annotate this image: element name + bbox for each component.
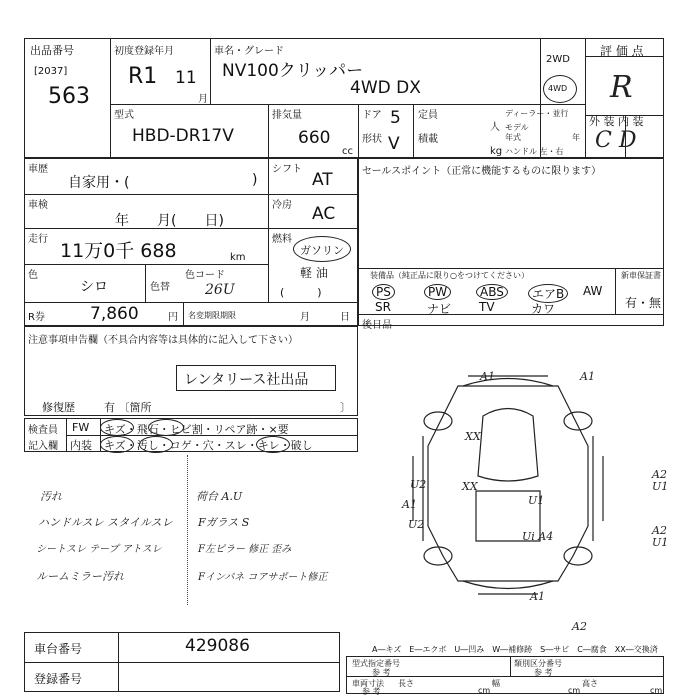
fuel-paren: ( ) <box>280 286 322 299</box>
mark-a1-top-right: A1 <box>580 370 595 383</box>
color-value: シロ <box>80 279 108 295</box>
footer-ref-1: 参 考 <box>372 668 391 677</box>
mark-u1-right-top: U1 <box>652 480 669 493</box>
mark-a1-bottom: A1 <box>530 590 545 603</box>
color-code: 26U <box>205 282 235 298</box>
drive-4wd: 4WD <box>548 84 568 93</box>
mark-u1-right-bottom: U1 <box>652 536 669 549</box>
color-change-label: 色替 <box>150 282 170 293</box>
dealer-line4: ハンドル 左・右 <box>505 147 564 156</box>
aircon-label: 冷房 <box>272 200 292 211</box>
shape-label: 形状 <box>362 134 382 145</box>
footer-ref-2: 参 考 <box>534 668 553 677</box>
mark-a1-top-left: A1 <box>480 370 495 383</box>
ext-int-label: 外 装 内 装 <box>589 115 644 128</box>
footer-length: 長さ <box>398 679 414 688</box>
repair-close: 〕 <box>340 401 351 414</box>
warranty-label: 名変期限期限 <box>188 311 236 320</box>
hw-left-1: 汚れ <box>40 490 62 503</box>
vehicle-grade: 4WD DX <box>350 78 421 98</box>
aircon-value: AC <box>312 204 336 224</box>
equipment-item-sr: SR <box>375 300 391 314</box>
fuel-label: 燃料 <box>272 234 292 245</box>
footer-cm-1: cm <box>478 686 491 695</box>
doors-label: ドア <box>362 110 382 121</box>
vehicle-name: NV100クリッパー <box>222 61 364 81</box>
inspection-label: 車検 <box>28 200 48 211</box>
legend: A―キズ E―エクボ U―凹み W―補修跡 S―サビ C―腐食 XX―交換済 <box>372 645 658 654</box>
recycle-label: R券 <box>28 312 45 323</box>
hw-right-2: Fガラス S <box>198 516 250 529</box>
footer-cm-2: cm <box>568 686 581 695</box>
ext-int-score: C D <box>595 128 637 153</box>
history-value: 自家用・( <box>68 175 130 191</box>
equipment-label: 装備品（純正品に限り○をつけてください） <box>370 271 529 280</box>
notes-label: 注意事項申告欄（不具合内容等は具体的に記入して下さい） <box>28 335 298 346</box>
circle-tobiishi <box>148 419 184 436</box>
mark-u2-left-1: U2 <box>410 478 427 491</box>
color-label: 色 <box>28 270 38 281</box>
history-close: ) <box>252 172 258 188</box>
shift-label: シフト <box>272 164 302 175</box>
equipment-row-1 <box>372 284 612 300</box>
displacement-unit: cc <box>342 146 353 157</box>
chassis-label: 車台番号 <box>34 642 83 656</box>
hw-right-4: Fインパネ コアサポート修正 <box>198 572 328 583</box>
footer-size-label: 車両寸法 <box>352 679 384 688</box>
dealer-line3: 年式 <box>505 133 521 142</box>
circle-yogore <box>139 436 173 453</box>
equipment-item-pw: PW <box>424 284 451 300</box>
fuel-diesel: 軽 油 <box>300 266 328 280</box>
checkbox-label-2: 記入欄 <box>28 441 58 452</box>
warranty-month: 月 <box>300 312 310 323</box>
diagram-cabin <box>478 409 538 482</box>
footer-width: 幅 <box>492 679 500 688</box>
mark-xx-lower: XX <box>462 480 478 493</box>
hw-left-4: ルームミラー汚れ <box>36 570 124 583</box>
footer-model-cert: 型式指定番号 <box>352 659 400 668</box>
circle-sure <box>256 436 290 453</box>
lot-bracket: [2037] <box>34 66 68 77</box>
model-value: HBD-DR17V <box>132 126 234 146</box>
registration-era: R1 <box>128 64 158 89</box>
registration-month: 11 <box>175 68 197 88</box>
equipment-item-ps: PS <box>372 284 395 300</box>
registration-unit: 月 <box>198 94 208 105</box>
equipment-item-abs: ABS <box>476 284 508 300</box>
repair-value: 有 〔箇所 <box>104 401 152 414</box>
load-unit: kg <box>490 146 503 157</box>
check-fw: FW <box>72 421 90 434</box>
circle-kizu-1 <box>100 419 134 436</box>
displacement-label: 排気量 <box>272 110 302 121</box>
footer-cm-3: cm <box>650 686 663 695</box>
plate-label: 登録番号 <box>34 672 83 686</box>
lot-label: 出品番号 <box>30 44 74 57</box>
recycle-unit: 円 <box>168 312 178 323</box>
model-label: 型式 <box>114 110 134 121</box>
sales-point-label: セールスポイント（正常に機能するものに限ります） <box>362 166 602 177</box>
diagram-right-side <box>593 436 603 541</box>
footer-height: 高さ <box>582 679 598 688</box>
history-label: 車歴 <box>28 164 48 175</box>
hw-right-1: 荷台 A.U <box>196 490 243 503</box>
mileage-label: 走行 <box>28 234 48 245</box>
mileage-unit: km <box>230 252 246 263</box>
equipment-item-カワ: カワ <box>531 302 556 316</box>
mark-a2-right-bottom: A2 <box>652 524 667 537</box>
diagram-wheel-rl <box>424 547 452 565</box>
mark-u1-center: U1 <box>528 494 545 507</box>
dealer-line1: ディーラー・並行 <box>505 109 569 118</box>
diagram-roof <box>428 386 588 581</box>
shift-value: AT <box>312 170 333 190</box>
warranty-day: 日 <box>340 312 350 323</box>
circle-kizu-2 <box>100 436 134 453</box>
equipment-item-エアb: エアB <box>528 284 568 303</box>
mark-a2-right-top: A2 <box>652 468 667 481</box>
footer-ref-3: 参 考 <box>362 687 381 696</box>
load-label: 積載 <box>418 134 438 145</box>
new-warranty-label: 新車保証書 <box>621 271 661 280</box>
check-interior: 内装 <box>70 439 92 452</box>
hw-left-2: ハンドルスレ スタイルスレ <box>38 516 173 529</box>
dealer-line3-unit: 年 <box>572 133 580 142</box>
seat-label: 後日品 <box>362 320 392 331</box>
recycle-value: 7,860 <box>90 304 139 324</box>
capacity-label: 定員 <box>418 110 438 121</box>
hw-right-3: F左ピラー 修正 歪み <box>198 544 292 555</box>
new-warranty-value: 有・無 <box>625 296 662 310</box>
hw-left-3: シートスレ テープ アトスレ <box>36 544 162 555</box>
mark-u2-left-2: U2 <box>408 518 425 531</box>
capacity-unit: 人 <box>490 122 500 133</box>
dealer-line2: モデル <box>505 123 529 132</box>
shape-value: V <box>388 134 400 154</box>
check-row1: キズ・飛石・ヒビ割・リペア跡・×要 <box>104 423 289 436</box>
repair-label: 修復歴 <box>42 401 75 414</box>
mark-a1-left: A1 <box>402 498 417 511</box>
mark-xx-upper: XX <box>465 430 481 443</box>
checkbox-label-1: 検査員 <box>28 425 58 436</box>
equipment-item-tv: TV <box>479 300 495 314</box>
displacement-value: 660 <box>298 128 331 148</box>
diagram-wheel-rr <box>564 547 592 565</box>
rental-stamp-text: レンタリース社出品 <box>184 372 309 388</box>
rating-score: R <box>610 70 633 105</box>
equipment-item-aw: AW <box>583 284 603 298</box>
diagram-rear <box>463 581 553 589</box>
vehicle-label: 車名・グレード <box>214 46 284 57</box>
mark-a2-bottom: A2 <box>572 620 587 633</box>
drive-2wd: 2WD <box>546 54 570 65</box>
mark-ui-a4: Ui A4 <box>522 530 554 543</box>
rating-label: 評 価 点 <box>600 44 644 58</box>
color-code-label: 色コード <box>185 270 225 281</box>
check-row2: キズ・汚し・コゲ・穴・スレ・キレ・破し <box>104 439 313 452</box>
fuel-gasoline: ガソリン <box>300 244 344 257</box>
equipment-row-2 <box>372 300 612 316</box>
chassis-value: 429086 <box>185 636 250 656</box>
registration-label: 初度登録年月 <box>114 46 174 57</box>
diagram-hood-front <box>463 379 553 387</box>
footer-category: 類別区分番号 <box>514 659 562 668</box>
lot-number: 563 <box>48 84 90 109</box>
doors-value: 5 <box>390 108 401 128</box>
mileage-value: 11万0千 688 <box>60 240 177 262</box>
equipment-item-ナビ: ナビ <box>427 302 452 316</box>
car-diagram <box>358 326 664 626</box>
inspection-value: 年 月( 日) <box>115 213 224 229</box>
